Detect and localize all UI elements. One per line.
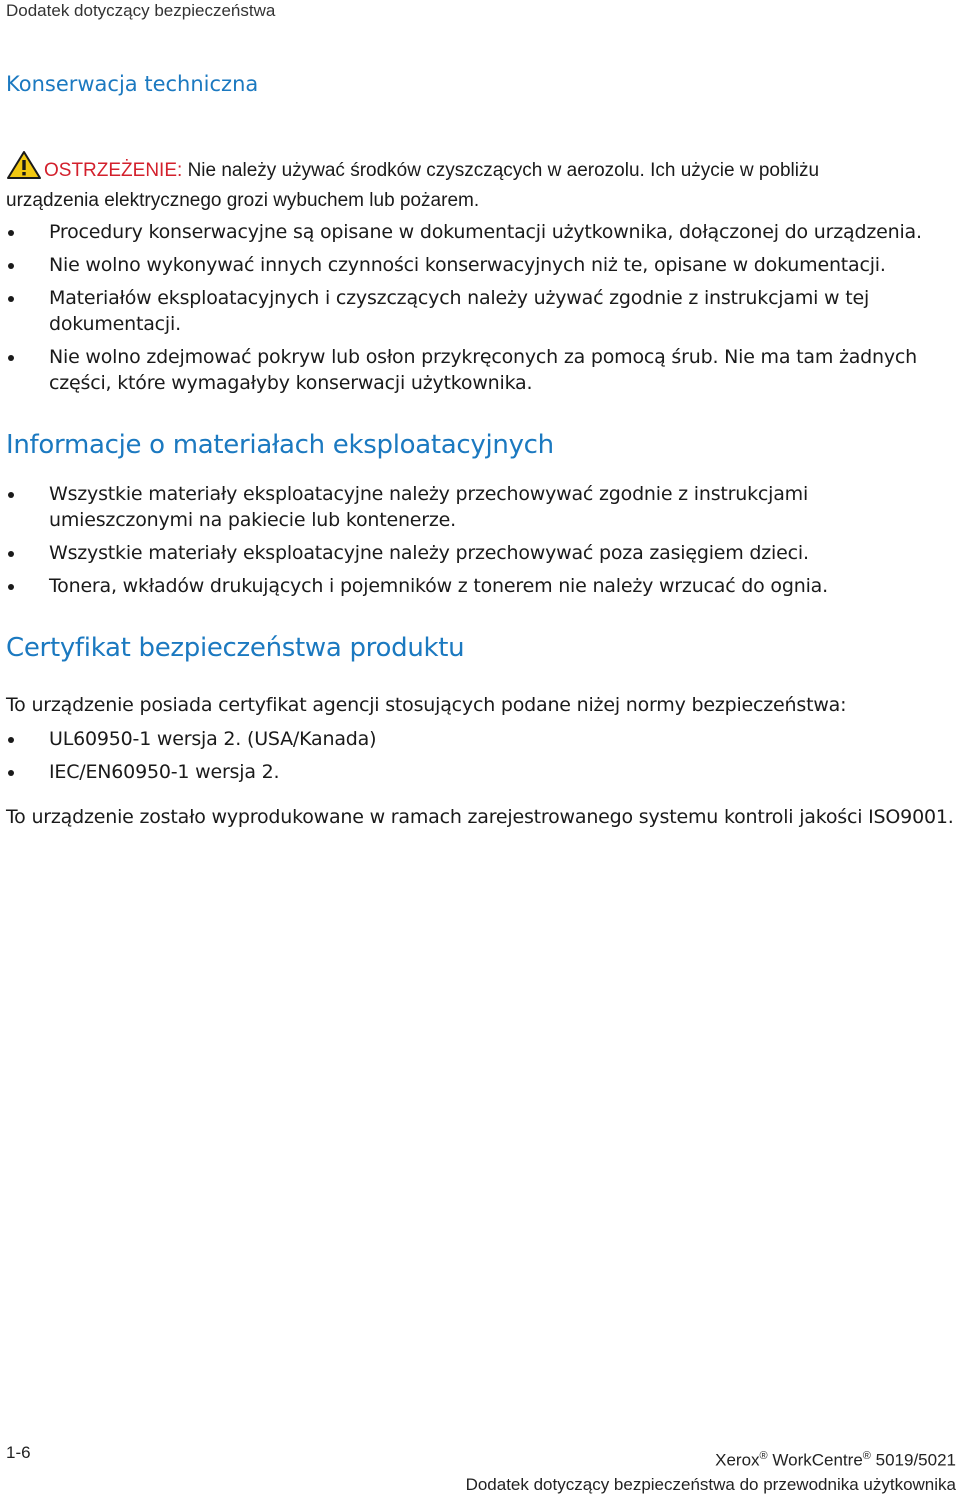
footer-product-info xyxy=(466,1444,956,1497)
list-item: Nie wolno wykonywać innych czynności konserwacyjnych niż te, opisane w dokumentacji. xyxy=(0,252,950,278)
footer-product-line xyxy=(466,1444,956,1473)
supplies-list xyxy=(0,481,950,606)
list-item: Materiałów eksploatacyjnych i czyszczących należy używać zgodnie z instrukcjami w tej dokumentacji. xyxy=(0,285,950,337)
footer-brand: Xerox xyxy=(715,1450,760,1470)
footer-subtitle: Dodatek dotyczący bezpieczeństwa do przewodnika użytkownika xyxy=(465,1474,956,1494)
registered-mark: ® xyxy=(862,1450,871,1462)
warning-triangle-icon xyxy=(6,150,42,188)
warning-note xyxy=(6,150,906,214)
bullet-icon xyxy=(8,296,14,302)
certification-list xyxy=(0,726,950,792)
list-item: UL60950-1 wersja 2. (USA/Kanada) xyxy=(0,726,950,752)
bullet-icon xyxy=(8,737,14,743)
bullet-icon xyxy=(8,551,14,557)
bullet-icon xyxy=(8,770,14,776)
warning-text: Nie należy używać środków czyszczących w aerozolu. Ich użycie w pobliżu urządzenia elektrycznego grozi wybuchem lub pożarem. xyxy=(6,160,820,211)
list-item: IEC/EN60950-1 wersja 2. xyxy=(0,759,950,785)
bullet-icon xyxy=(8,584,14,590)
bullet-icon xyxy=(8,355,14,361)
maintenance-list xyxy=(0,219,950,403)
footer-product: WorkCentre xyxy=(772,1450,863,1470)
registered-mark: ® xyxy=(759,1450,768,1462)
running-header: Dodatek dotyczący bezpieczeństwa xyxy=(6,1,276,20)
bullet-icon xyxy=(8,263,14,269)
footer-model: 5019/5021 xyxy=(875,1450,956,1470)
list-item: Wszystkie materiały eksploatacyjne należy przechowywać zgodnie z instrukcjami umieszczonymi na pakiecie lub kontenerze. xyxy=(0,481,950,533)
section-title-maintenance: Konserwacja techniczna xyxy=(6,72,259,96)
section-title-supplies: Informacje o materiałach eksploatacyjnych xyxy=(6,430,554,460)
bullet-icon xyxy=(8,492,14,498)
list-item: Procedury konserwacyjne są opisane w dokumentacji użytkownika, dołączonej do urządzenia. xyxy=(0,219,950,245)
list-item: Tonera, wkładów drukujących i pojemników z tonerem nie należy wrzucać do ognia. xyxy=(0,573,950,599)
warning-label: OSTRZEŻENIE: xyxy=(44,160,183,181)
certification-intro: To urządzenie posiada certyfikat agencji stosujących podane niżej normy bezpieczeństwa: xyxy=(6,694,847,716)
section-title-certification: Certyfikat bezpieczeństwa produktu xyxy=(6,633,465,663)
certification-closing: To urządzenie zostało wyprodukowane w ramach zarejestrowanego systemu kontroli jakości ISO9001. xyxy=(6,806,954,828)
bullet-icon xyxy=(8,230,14,236)
list-item: Nie wolno zdejmować pokryw lub osłon przykręconych za pomocą śrub. Nie ma tam żadnych części, które wymagałyby konserwacji użytkownika. xyxy=(0,344,950,396)
page-number: 1-6 xyxy=(6,1443,31,1462)
list-item: Wszystkie materiały eksploatacyjne należy przechowywać poza zasięgiem dzieci. xyxy=(0,540,950,566)
